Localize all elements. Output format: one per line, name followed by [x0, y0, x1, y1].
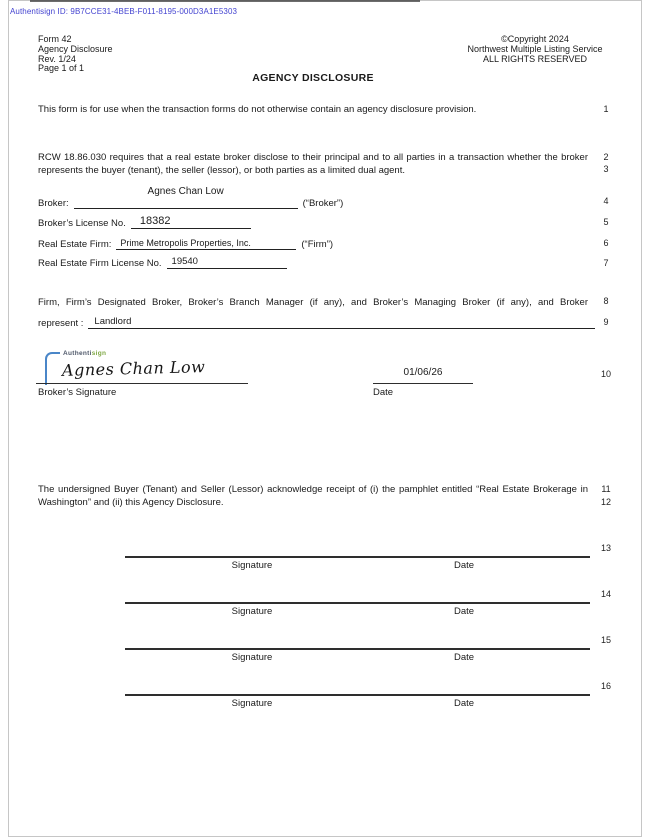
date-label: Date	[453, 606, 475, 617]
firm-license-row	[38, 253, 287, 269]
broker-paren-label: (“Broker”)	[302, 198, 344, 209]
form-revision: Rev. 1/24	[38, 53, 76, 64]
firm-license-label: Real Estate Firm License No.	[38, 258, 162, 269]
represent-field[interactable]	[88, 313, 595, 329]
authentisign-stamp-suffix: sign	[91, 350, 107, 357]
broker-date-label: Date	[373, 387, 394, 398]
broker-license-label: Broker’s License No.	[38, 218, 126, 229]
line-number: 12	[600, 497, 611, 507]
signature-label: Signature	[231, 698, 273, 709]
firm-row	[38, 234, 333, 250]
line-number: 10	[600, 369, 611, 379]
line-number: 7	[603, 258, 609, 268]
line-number: 15	[600, 635, 611, 645]
authentisign-id-banner: Authentisign ID: 9B7CCE31-4BEB-F011-8195-000D3A1E5303	[10, 7, 238, 16]
signature-label: Signature	[231, 652, 273, 663]
firm-label: Real Estate Firm:	[38, 239, 112, 250]
line-number: 11	[601, 484, 611, 494]
broker-signature-label: Broker’s Signature	[38, 387, 117, 398]
signature-line[interactable]	[125, 694, 590, 696]
copyright-line: ©Copyright 2024	[501, 34, 569, 44]
broker-license-value: 18382	[139, 215, 171, 227]
broker-row	[38, 186, 344, 209]
broker-name-value: Agnes Chan Low	[147, 186, 224, 197]
form-title: AGENCY DISCLOSURE	[252, 72, 374, 84]
signature-label: Signature	[231, 606, 273, 617]
line-number: 3	[603, 164, 609, 174]
date-label: Date	[453, 652, 475, 663]
form-header-right	[420, 35, 650, 64]
rcw-paragraph: RCW 18.86.030 requires that a real estate broker disclose to their principal and to all parties in a transaction whether the broker represents the buyer (tenant), the seller (lessor), or both parties as a limited dual agent.	[38, 152, 588, 176]
signature-line[interactable]	[125, 648, 590, 650]
line-number: 9	[603, 317, 609, 327]
scan-artifact-line	[30, 0, 420, 2]
intro-paragraph: This form is for use when the transaction forms do not otherwise contain an agency disclosure provision.	[38, 104, 477, 115]
acknowledge-paragraph: The undersigned Buyer (Tenant) and Seller (Lessor) acknowledge receipt of (i) the pamphlet entitled “Real Estate Brokerage in Washington” and (ii) this Agency Disclosure.	[38, 484, 588, 508]
broker-license-field[interactable]	[131, 212, 251, 229]
rights-line: ALL RIGHTS RESERVED	[482, 53, 588, 64]
signature-label: Signature	[231, 560, 273, 571]
represent-label: represent :	[38, 318, 84, 329]
broker-signature-date-value[interactable]: 01/06/26	[403, 367, 443, 378]
authentisign-stamp	[63, 350, 106, 357]
firm-license-value: 19540	[171, 256, 198, 267]
organization-line: Northwest Multiple Listing Service	[467, 43, 603, 54]
firm-license-field[interactable]	[167, 253, 287, 269]
form-header-left	[38, 35, 113, 74]
line-number: 6	[603, 238, 609, 248]
firm-represent-line: Firm, Firm’s Designated Broker, Broker’s Branch Manager (if any), and Broker’s Managing Broker (if any), and Broker	[38, 297, 588, 308]
broker-license-row	[38, 212, 251, 229]
signature-line[interactable]	[125, 556, 590, 558]
authentisign-stamp-prefix: Authenti	[63, 350, 92, 357]
line-number: 13	[600, 543, 611, 553]
authentisign-bracket-icon	[45, 352, 60, 385]
broker-signature-handwriting[interactable]: Agnes Chan Low	[61, 357, 206, 380]
date-label: Date	[453, 698, 475, 709]
represent-value: Landlord	[94, 316, 132, 327]
line-number: 14	[600, 589, 611, 599]
form-page-count: Page 1 of 1	[38, 63, 85, 74]
firm-paren-label: (“Firm”)	[301, 239, 334, 250]
firm-name-value: Prime Metropolis Properties, Inc.	[120, 238, 251, 248]
broker-date-line[interactable]	[373, 383, 473, 384]
form-name: Agency Disclosure	[38, 43, 113, 54]
broker-name-field[interactable]	[74, 186, 298, 209]
firm-name-field[interactable]	[116, 234, 296, 250]
line-number: 8	[603, 296, 609, 306]
date-label: Date	[453, 560, 475, 571]
signature-line[interactable]	[125, 602, 590, 604]
line-number: 1	[603, 104, 609, 114]
line-number: 5	[603, 217, 609, 227]
represent-row	[38, 313, 595, 329]
form-number: Form 42	[38, 34, 72, 44]
line-number: 16	[600, 681, 611, 691]
line-number: 2	[603, 152, 609, 162]
broker-signature-line[interactable]	[36, 383, 248, 384]
page-border	[8, 0, 642, 837]
line-number: 4	[603, 196, 609, 206]
broker-label: Broker:	[38, 198, 69, 209]
